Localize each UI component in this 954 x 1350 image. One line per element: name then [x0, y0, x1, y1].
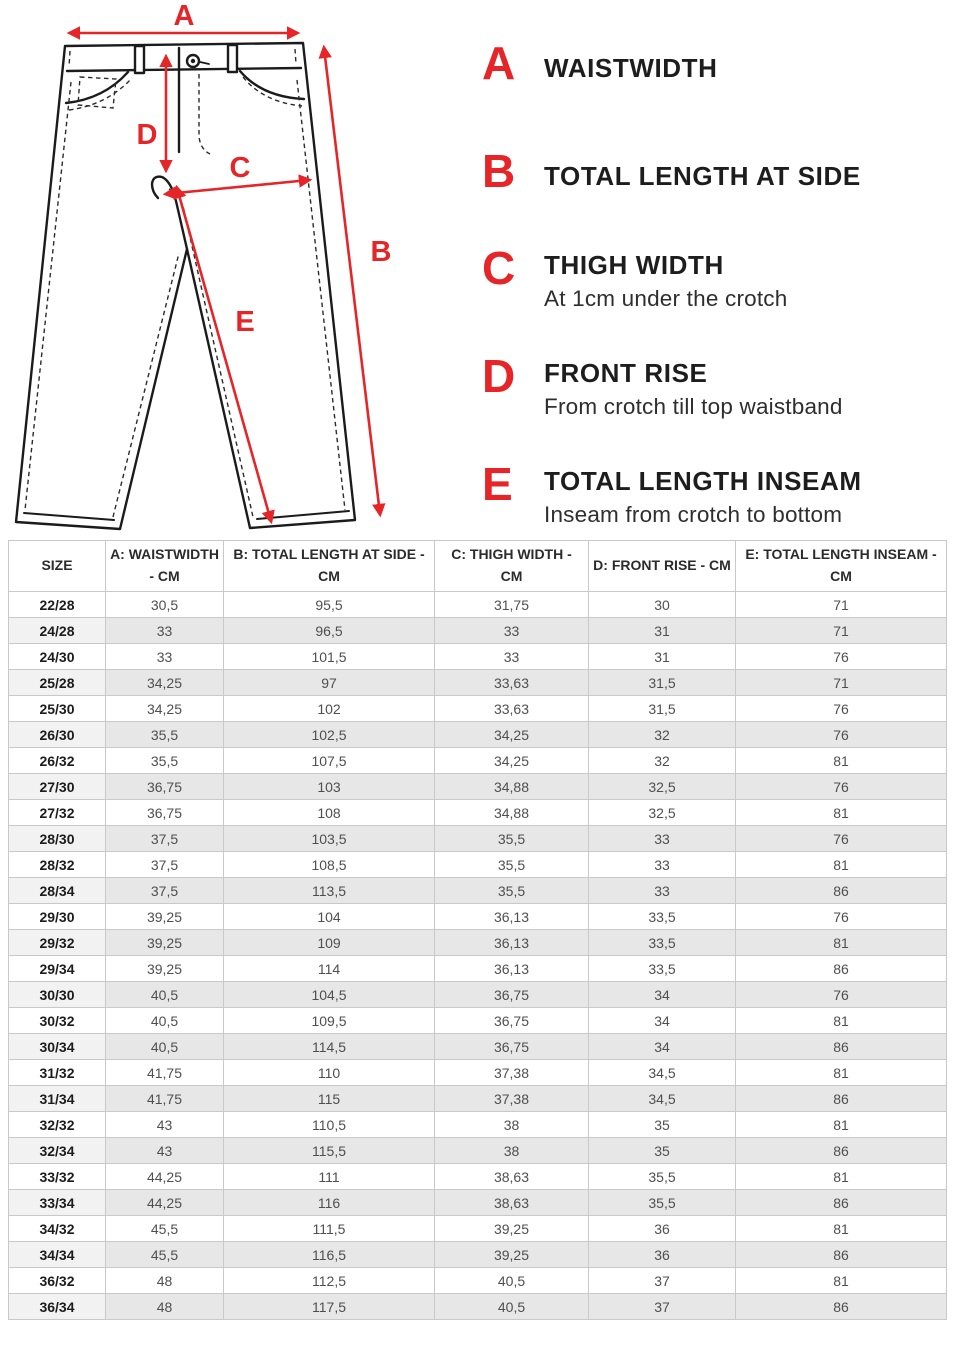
waistwidth-cell: 43 [106, 1112, 224, 1138]
legend-letter-d: D [482, 350, 517, 402]
table-row [9, 618, 947, 644]
thigh-width-cell: 36,75 [435, 1034, 589, 1060]
front-rise-cell: 35 [589, 1138, 736, 1164]
front-rise-cell: 35 [589, 1112, 736, 1138]
total-length-side-cell: 116 [224, 1190, 435, 1216]
total-length-side-cell: 109 [224, 930, 435, 956]
waistwidth-cell: 37,5 [106, 826, 224, 852]
size-cell: 30/30 [9, 982, 106, 1008]
size-cell: 29/34 [9, 956, 106, 982]
total-length-inseam-cell: 81 [736, 1164, 947, 1190]
table-row [9, 852, 947, 878]
table-row [9, 956, 947, 982]
waistwidth-cell: 43 [106, 1138, 224, 1164]
waistwidth-cell: 35,5 [106, 748, 224, 774]
size-cell: 28/34 [9, 878, 106, 904]
total-length-side-cell: 103 [224, 774, 435, 800]
total-length-inseam-cell: 81 [736, 1008, 947, 1034]
legend-subtitle-total-length-inseam: Inseam from crotch to bottom [544, 501, 843, 527]
total-length-inseam-cell: 81 [736, 1268, 947, 1294]
total-length-side-cell: 103,5 [224, 826, 435, 852]
legend-letter-c: C [482, 242, 517, 294]
size-cell: 30/32 [9, 1008, 106, 1034]
legend-item-total-length-side [482, 145, 952, 197]
front-rise-cell: 34 [589, 1034, 736, 1060]
total-length-side-cell: 97 [224, 670, 435, 696]
total-length-side-cell: 116,5 [224, 1242, 435, 1268]
table-row [9, 800, 947, 826]
size-cell: 36/34 [9, 1294, 106, 1320]
front-rise-cell: 30 [589, 592, 736, 618]
thigh-width-cell: 38,63 [435, 1164, 589, 1190]
front-rise-cell: 32 [589, 748, 736, 774]
legend-title-waistwidth: WAISTWIDTH [544, 53, 718, 83]
table-row [9, 1242, 947, 1268]
total-length-side-cell: 104,5 [224, 982, 435, 1008]
waistwidth-cell: 44,25 [106, 1190, 224, 1216]
waist-button-dot [191, 59, 195, 63]
waistwidth-cell: 37,5 [106, 852, 224, 878]
waistwidth-cell: 33 [106, 618, 224, 644]
legend-title-front-rise: FRONT RISE [544, 358, 708, 388]
size-cell: 30/34 [9, 1034, 106, 1060]
size-cell: 28/32 [9, 852, 106, 878]
total-length-inseam-cell: 81 [736, 852, 947, 878]
size-cell: 36/32 [9, 1268, 106, 1294]
legend-item-front-rise [482, 350, 952, 420]
waistwidth-cell: 35,5 [106, 722, 224, 748]
total-length-inseam-cell: 71 [736, 592, 947, 618]
table-row [9, 878, 947, 904]
total-length-inseam-cell: 86 [736, 878, 947, 904]
thigh-width-cell: 35,5 [435, 826, 589, 852]
waistwidth-cell: 41,75 [106, 1086, 224, 1112]
total-length-side-cell: 112,5 [224, 1268, 435, 1294]
table-row [9, 1112, 947, 1138]
front-rise-cell: 33 [589, 852, 736, 878]
size-cell: 33/32 [9, 1164, 106, 1190]
size-guide-top [0, 0, 954, 540]
total-length-inseam-cell: 86 [736, 1294, 947, 1320]
total-length-side-cell: 102,5 [224, 722, 435, 748]
waistwidth-cell: 45,5 [106, 1242, 224, 1268]
total-length-side-cell: 117,5 [224, 1294, 435, 1320]
size-table-header-row [9, 541, 947, 592]
front-rise-cell: 33 [589, 878, 736, 904]
thigh-width-cell: 37,38 [435, 1086, 589, 1112]
legend-subtitle-thigh-width: At 1cm under the crotch [544, 285, 788, 311]
total-length-inseam-cell: 81 [736, 748, 947, 774]
thigh-width-cell: 40,5 [435, 1268, 589, 1294]
col-header-thigh-width: C: THIGH WIDTH - CM [435, 541, 589, 592]
total-length-side-cell: 114 [224, 956, 435, 982]
thigh-width-cell: 37,38 [435, 1060, 589, 1086]
total-length-side-cell: 115,5 [224, 1138, 435, 1164]
waistwidth-cell: 36,75 [106, 774, 224, 800]
total-length-side-cell: 111 [224, 1164, 435, 1190]
front-rise-cell: 35,5 [589, 1190, 736, 1216]
total-length-side-cell: 111,5 [224, 1216, 435, 1242]
table-row [9, 1164, 947, 1190]
thigh-width-cell: 34,88 [435, 800, 589, 826]
col-header-total-length-inseam: E: TOTAL LENGTH INSEAM - CM [736, 541, 947, 592]
waistwidth-cell: 44,25 [106, 1164, 224, 1190]
front-rise-cell: 33 [589, 826, 736, 852]
table-row [9, 670, 947, 696]
size-cell: 34/34 [9, 1242, 106, 1268]
front-rise-cell: 34 [589, 982, 736, 1008]
front-rise-cell: 36 [589, 1216, 736, 1242]
total-length-inseam-cell: 76 [736, 644, 947, 670]
size-cell: 29/32 [9, 930, 106, 956]
total-length-side-cell: 114,5 [224, 1034, 435, 1060]
thigh-width-cell: 36,13 [435, 930, 589, 956]
total-length-side-cell: 104 [224, 904, 435, 930]
thigh-width-cell: 36,13 [435, 956, 589, 982]
table-row [9, 982, 947, 1008]
thigh-width-cell: 34,25 [435, 748, 589, 774]
waistwidth-cell: 39,25 [106, 904, 224, 930]
size-cell: 27/32 [9, 800, 106, 826]
table-row [9, 930, 947, 956]
total-length-side-cell: 113,5 [224, 878, 435, 904]
thigh-width-cell: 33,63 [435, 696, 589, 722]
waistwidth-cell: 41,75 [106, 1060, 224, 1086]
table-row [9, 644, 947, 670]
belt-loop-right [228, 45, 237, 72]
front-rise-cell: 34,5 [589, 1060, 736, 1086]
front-rise-cell: 33,5 [589, 904, 736, 930]
thigh-width-cell: 36,75 [435, 1008, 589, 1034]
waistwidth-cell: 45,5 [106, 1216, 224, 1242]
waistwidth-cell: 48 [106, 1294, 224, 1320]
thigh-width-cell: 33 [435, 644, 589, 670]
table-row [9, 1294, 947, 1320]
diagram-label-a: A [173, 0, 195, 32]
total-length-side-cell: 96,5 [224, 618, 435, 644]
total-length-side-cell: 101,5 [224, 644, 435, 670]
size-cell: 24/30 [9, 644, 106, 670]
total-length-inseam-cell: 81 [736, 800, 947, 826]
thigh-width-cell: 39,25 [435, 1242, 589, 1268]
front-rise-cell: 36 [589, 1242, 736, 1268]
front-rise-cell: 31,5 [589, 670, 736, 696]
size-cell: 31/34 [9, 1086, 106, 1112]
legend-letter-a: A [482, 37, 517, 89]
waistwidth-cell: 39,25 [106, 930, 224, 956]
total-length-inseam-cell: 76 [736, 722, 947, 748]
size-cell: 31/32 [9, 1060, 106, 1086]
size-cell: 34/32 [9, 1216, 106, 1242]
diagram-label-b: B [370, 236, 392, 268]
legend-item-total-length-inseam [482, 458, 952, 528]
table-row [9, 1060, 947, 1086]
diagram-label-d: D [136, 119, 158, 151]
thigh-width-cell: 31,75 [435, 592, 589, 618]
waistwidth-cell: 36,75 [106, 800, 224, 826]
table-row [9, 774, 947, 800]
front-rise-cell: 35,5 [589, 1164, 736, 1190]
table-row [9, 696, 947, 722]
table-row [9, 826, 947, 852]
total-length-inseam-cell: 86 [736, 956, 947, 982]
thigh-width-cell: 40,5 [435, 1294, 589, 1320]
waistwidth-cell: 40,5 [106, 1008, 224, 1034]
front-rise-cell: 37 [589, 1294, 736, 1320]
front-rise-cell: 32 [589, 722, 736, 748]
total-length-side-cell: 102 [224, 696, 435, 722]
total-length-inseam-cell: 76 [736, 774, 947, 800]
waistwidth-cell: 34,25 [106, 670, 224, 696]
table-row [9, 1034, 947, 1060]
waistwidth-cell: 34,25 [106, 696, 224, 722]
thigh-width-cell: 39,25 [435, 1216, 589, 1242]
table-row [9, 1138, 947, 1164]
size-cell: 26/30 [9, 722, 106, 748]
total-length-inseam-cell: 81 [736, 1112, 947, 1138]
waistwidth-cell: 39,25 [106, 956, 224, 982]
total-length-inseam-cell: 86 [736, 1086, 947, 1112]
front-rise-cell: 31,5 [589, 696, 736, 722]
total-length-inseam-cell: 86 [736, 1138, 947, 1164]
size-cell: 28/30 [9, 826, 106, 852]
size-cell: 25/28 [9, 670, 106, 696]
total-length-side-cell: 108,5 [224, 852, 435, 878]
size-cell: 32/34 [9, 1138, 106, 1164]
waistwidth-cell: 37,5 [106, 878, 224, 904]
col-header-waistwidth: A: WAISTWIDTH - CM [106, 541, 224, 592]
front-rise-cell: 32,5 [589, 774, 736, 800]
waistwidth-cell: 40,5 [106, 982, 224, 1008]
total-length-inseam-cell: 81 [736, 1060, 947, 1086]
total-length-inseam-cell: 81 [736, 930, 947, 956]
col-header-size: SIZE [9, 541, 106, 592]
total-length-inseam-cell: 76 [736, 904, 947, 930]
waistwidth-cell: 48 [106, 1268, 224, 1294]
total-length-inseam-cell: 81 [736, 1216, 947, 1242]
total-length-inseam-cell: 86 [736, 1034, 947, 1060]
total-length-inseam-cell: 86 [736, 1242, 947, 1268]
col-header-front-rise: D: FRONT RISE - CM [589, 541, 736, 592]
thigh-width-cell: 35,5 [435, 852, 589, 878]
thigh-width-cell: 34,25 [435, 722, 589, 748]
size-cell: 27/30 [9, 774, 106, 800]
diagram-label-e: E [235, 306, 255, 338]
thigh-width-cell: 33,63 [435, 670, 589, 696]
pants-measurement-diagram [0, 0, 470, 540]
legend-title-thigh-width: THIGH WIDTH [544, 250, 724, 280]
front-rise-cell: 32,5 [589, 800, 736, 826]
total-length-inseam-cell: 71 [736, 618, 947, 644]
table-row [9, 1190, 947, 1216]
legend-item-thigh-width [482, 242, 952, 312]
belt-loop-left [135, 46, 144, 73]
thigh-width-cell: 38 [435, 1138, 589, 1164]
size-cell: 32/32 [9, 1112, 106, 1138]
thigh-width-cell: 38 [435, 1112, 589, 1138]
table-row [9, 1268, 947, 1294]
size-cell: 33/34 [9, 1190, 106, 1216]
table-row [9, 1086, 947, 1112]
table-row [9, 722, 947, 748]
front-rise-cell: 34 [589, 1008, 736, 1034]
legend-subtitle-front-rise: From crotch till top waistband [544, 393, 843, 419]
size-cell: 25/30 [9, 696, 106, 722]
total-length-inseam-cell: 71 [736, 670, 947, 696]
total-length-inseam-cell: 76 [736, 982, 947, 1008]
total-length-side-cell: 110 [224, 1060, 435, 1086]
front-rise-cell: 37 [589, 1268, 736, 1294]
front-rise-cell: 34,5 [589, 1086, 736, 1112]
legend-title-total-length-inseam: TOTAL LENGTH INSEAM [544, 466, 862, 496]
waistwidth-cell: 30,5 [106, 592, 224, 618]
size-table [8, 540, 947, 1320]
waistwidth-cell: 33 [106, 644, 224, 670]
table-row [9, 904, 947, 930]
table-row [9, 592, 947, 618]
thigh-width-cell: 33 [435, 618, 589, 644]
total-length-side-cell: 108 [224, 800, 435, 826]
front-rise-cell: 31 [589, 618, 736, 644]
thigh-width-cell: 38,63 [435, 1190, 589, 1216]
total-length-side-cell: 107,5 [224, 748, 435, 774]
legend-letter-e: E [482, 458, 514, 510]
front-rise-cell: 33,5 [589, 956, 736, 982]
front-rise-cell: 31 [589, 644, 736, 670]
legend-item-waistwidth [482, 37, 952, 89]
col-header-total-length-side: B: TOTAL LENGTH AT SIDE - CM [224, 541, 435, 592]
size-cell: 22/28 [9, 592, 106, 618]
thigh-width-cell: 36,13 [435, 904, 589, 930]
legend-title-total-length-side: TOTAL LENGTH AT SIDE [544, 161, 861, 191]
total-length-side-cell: 115 [224, 1086, 435, 1112]
legend-letter-b: B [482, 145, 517, 197]
total-length-side-cell: 109,5 [224, 1008, 435, 1034]
total-length-side-cell: 95,5 [224, 592, 435, 618]
diagram-label-c: C [229, 152, 251, 184]
waistwidth-cell: 40,5 [106, 1034, 224, 1060]
table-row [9, 1008, 947, 1034]
total-length-inseam-cell: 76 [736, 696, 947, 722]
size-table-body [9, 592, 947, 1320]
total-length-side-cell: 110,5 [224, 1112, 435, 1138]
size-cell: 24/28 [9, 618, 106, 644]
total-length-inseam-cell: 86 [736, 1190, 947, 1216]
thigh-width-cell: 34,88 [435, 774, 589, 800]
table-row [9, 748, 947, 774]
size-cell: 26/32 [9, 748, 106, 774]
table-row [9, 1216, 947, 1242]
thigh-width-cell: 35,5 [435, 878, 589, 904]
size-cell: 29/30 [9, 904, 106, 930]
front-rise-cell: 33,5 [589, 930, 736, 956]
thigh-width-cell: 36,75 [435, 982, 589, 1008]
total-length-inseam-cell: 76 [736, 826, 947, 852]
